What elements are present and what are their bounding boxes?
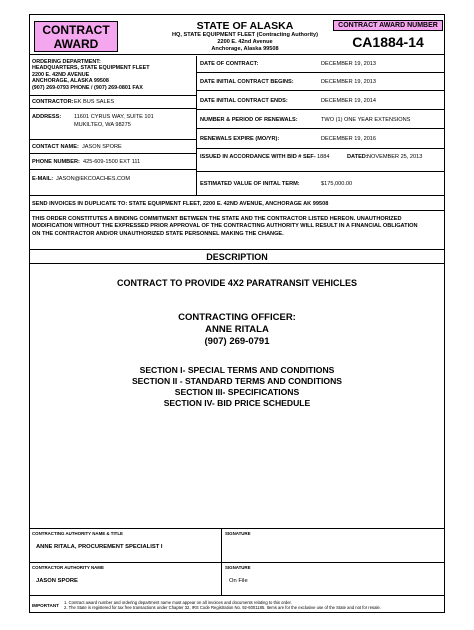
begins-row — [197, 74, 444, 91]
officer-label: CONTRACTING OFFICER: — [178, 312, 296, 323]
party-details — [30, 56, 196, 196]
contractor-signature-row — [30, 562, 444, 595]
form-header — [30, 15, 444, 55]
value-label: ESTIMATED VALUE OF INITAL TERM: — [200, 181, 300, 187]
ends-value: DECEMBER 19, 2014 — [321, 98, 377, 104]
authority-name: ANNE RITALA, PROCUREMENT SPECIALIST I — [36, 544, 163, 550]
email-label: E-MAIL: — [32, 176, 54, 182]
phone-value: 425-609-1500 EXT 111 — [83, 159, 141, 165]
contractor-value: EK BUS SALES — [74, 99, 115, 105]
ordering-line: 2200 E. 42ND AVENUE — [32, 71, 90, 78]
award-line-1: CONTRACT — [42, 23, 110, 37]
description-heading: DESCRIPTION — [30, 251, 444, 264]
divider — [30, 139, 196, 140]
contractor-label: CONTRACTOR: — [32, 99, 74, 105]
divider — [30, 153, 196, 154]
contractor-caption: CONTRACTOR AUTHORITY NAME — [32, 565, 104, 570]
email-value: JASON@EKCOACHES.COM — [56, 176, 131, 182]
address-label: ADDRESS: — [32, 114, 62, 120]
contracting-officer — [30, 312, 444, 348]
begins-value: DECEMBER 19, 2013 — [321, 79, 377, 85]
expire-label: RENEWALS EXPIRE (MO/YR): — [200, 136, 280, 142]
section-item: SECTION I- SPECIAL TERMS AND CONDITIONS — [139, 365, 335, 375]
contract-award-badge — [34, 21, 118, 52]
contract-dates — [197, 56, 444, 196]
award-line-2: AWARD — [53, 37, 99, 51]
contract-award-form — [29, 14, 445, 613]
signature-caption: SIGNATURE — [225, 565, 251, 570]
notice-line: MODIFICATION WITHOUT THE EXPRESSED PRIOR APPROVAL OF THE CONTRACTING AUTHORITY WILL RESULT IN A FINANCIAL OBLIGATION — [32, 223, 418, 230]
issuing-authority — [155, 20, 335, 54]
important-notes — [30, 595, 444, 613]
hq-address-1: 2200 E. 42nd Avenue — [217, 39, 273, 46]
officer-phone: (907) 269-0791 — [204, 336, 270, 347]
contractor-signature-cell — [223, 563, 444, 595]
authority-name-cell — [30, 529, 222, 562]
renewals-label: NUMBER & PERIOD OF RENEWALS: — [200, 117, 298, 123]
renewals-value: TWO (1) ONE YEAR EXTENSIONS — [321, 117, 411, 123]
dated-label: DATED: — [347, 154, 368, 160]
officer-name: ANNE RITALA — [205, 324, 269, 335]
ends-label: DATE INITIAL CONTRACT ENDS: — [200, 98, 288, 104]
important-lines — [64, 600, 381, 610]
dated-value: NOVEMBER 25, 2013 — [367, 154, 423, 160]
contract-info — [30, 56, 444, 196]
date-of-contract-row — [197, 56, 444, 73]
renewals-row — [197, 111, 444, 129]
description-title: CONTRACT TO PROVIDE 4X2 PARATRANSIT VEHICLES — [116, 278, 358, 288]
authority-signature-row — [30, 528, 444, 562]
ordering-line: ANCHORAGE, ALASKA 99508 — [32, 78, 109, 85]
hq-line: HQ, STATE EQUIPMENT FLEET (Contracting Authority) — [172, 32, 318, 38]
contractor-name: JASON SPORE — [36, 578, 78, 584]
authority-signature-cell — [223, 529, 444, 562]
important-line: 1. Contract award number and ordering department name must appear on all invoices and documents relating to this order. — [64, 600, 292, 605]
state-title: STATE OF ALASKA — [196, 20, 294, 32]
contact-name-value: JASON SPORE — [82, 144, 122, 150]
contact-name-label: CONTACT NAME: — [32, 144, 79, 150]
address-line-2: MUKILTEO, WA 98275 — [74, 122, 131, 128]
begins-label: DATE INITIAL CONTRACT BEGINS: — [200, 79, 294, 85]
value-amount: $175,000.00 — [321, 181, 353, 187]
notice-line: THIS ORDER CONSTITUTES A BINDING COMMITMENT BETWEEN THE STATE AND THE CONTRACTOR LISTED HEREON. UNAUTHORIZED — [32, 216, 402, 222]
description-body — [30, 265, 444, 535]
important-line: 2. The State is registered for tax free transactions under Chapter 32, IRS Code Registration No. 92-6001185. Items are for the exclusive use of the State and not for resale. — [64, 605, 381, 611]
divider — [30, 108, 196, 109]
ordering-line: HEADQUARTERS, STATE EQUIPMENT FLEET — [32, 65, 150, 72]
phone-label: PHONE NUMBER: — [32, 159, 80, 165]
contractor-name-cell — [30, 563, 222, 595]
ends-row — [197, 92, 444, 110]
ordering-label: ORDERING DEPARTMENT: — [32, 59, 101, 65]
send-invoices: SEND INVOICES IN DUPLICATE TO: STATE EQUIPMENT FLEET, 2200 E. 42ND AVENUE, ANCHORAGE AK 99508 — [30, 197, 444, 211]
section-item: SECTION III- SPECIFICATIONS — [174, 387, 300, 397]
binding-notice — [30, 212, 444, 250]
important-label: IMPORTANT — [32, 603, 59, 608]
section-list — [30, 365, 444, 409]
ordering-department — [30, 56, 196, 96]
expire-row — [197, 130, 444, 149]
expire-value: DECEMBER 19, 2016 — [321, 136, 377, 142]
contract-number: CA1884-14 — [352, 34, 424, 50]
ordering-line: (907) 269-0793 PHONE / (907) 269-0801 FAX — [32, 84, 143, 91]
date-of-contract-value: DECEMBER 19, 2013 — [321, 61, 377, 67]
contract-number-box — [333, 20, 443, 54]
hq-address-2: Anchorage, Alaska 99508 — [211, 46, 279, 53]
signature-caption: SIGNATURE — [225, 531, 251, 536]
divider — [30, 169, 196, 170]
authority-caption: CONTRACTING AUTHORITY NAME & TITLE — [32, 531, 123, 536]
contract-number-label: CONTRACT AWARD NUMBER — [333, 20, 443, 31]
section-item: SECTION II - STANDARD TERMS AND CONDITIONS — [131, 376, 343, 386]
bid-label: ISSUED IN ACCORDANCE WITH BID # SEF- — [200, 154, 316, 160]
value-row — [197, 173, 444, 196]
bid-number: 1884 — [317, 154, 330, 160]
address-line-1: 11601 CYRUS WAY, SUITE 101 — [74, 114, 154, 120]
section-item: SECTION IV- BID PRICE SCHEDULE — [163, 398, 311, 408]
date-of-contract-label: DATE OF CONTRACT: — [200, 61, 259, 67]
contractor-signature: On File — [229, 578, 248, 584]
notice-line: ON THE CONTRACTOR AND/OR UNAUTHORIZED STATE PERSONNEL MAKING THE CHANGE. — [32, 230, 284, 237]
bid-row — [197, 150, 444, 172]
